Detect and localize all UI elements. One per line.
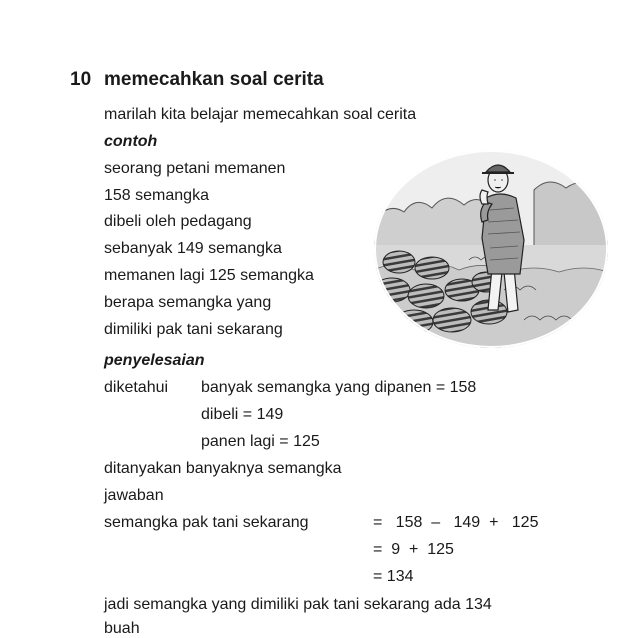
- problem-line: berapa semangka yang: [104, 294, 272, 311]
- problem-line: sebanyak 149 semangka: [104, 240, 282, 257]
- intro-text: marilah kita belajar memecahkan soal cerita: [104, 106, 417, 123]
- conclusion-text: jadi semangka yang dimiliki pak tani sekarang ada 134: [104, 596, 492, 613]
- section-title: memecahkan soal cerita: [104, 69, 324, 90]
- known-item: dibeli = 149: [201, 406, 284, 423]
- problem-line: dimiliki pak tani sekarang: [104, 321, 283, 338]
- asked-text: ditanyakan banyaknya semangka: [104, 460, 342, 477]
- calc-step: = 158 – 149 + 125: [373, 514, 539, 531]
- answer-label: jawaban: [104, 487, 164, 504]
- conclusion-continuation: buah: [104, 620, 140, 637]
- calc-step: = 9 + 125: [373, 541, 454, 558]
- solution-heading: penyelesaian: [104, 352, 205, 369]
- problem-line: dibeli oleh pedagang: [104, 213, 252, 230]
- problem-line: 158 semangka: [104, 187, 209, 204]
- example-heading: contoh: [104, 133, 158, 150]
- calc-step: = 134: [373, 568, 414, 585]
- problem-line: seorang petani memanen: [104, 160, 286, 177]
- known-item: banyak semangka yang dipanen = 158: [201, 379, 477, 396]
- section-number: 10: [70, 69, 92, 90]
- problem-line: memanen lagi 125 semangka: [104, 267, 314, 284]
- calc-label: semangka pak tani sekarang: [104, 514, 309, 531]
- known-item: panen lagi = 125: [201, 433, 320, 450]
- farmer-watermelon-field-illustration: [374, 150, 608, 348]
- known-label: diketahui: [104, 379, 169, 396]
